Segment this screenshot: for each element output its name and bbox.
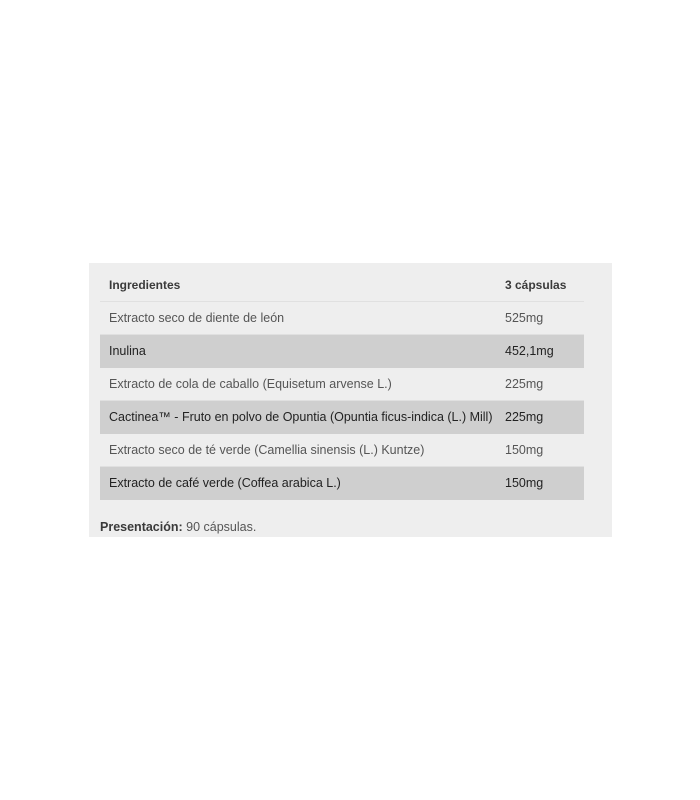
ingredients-panel: [89, 263, 612, 537]
ingredient-name: Cactinea™ - Fruto en polvo de Opuntia (Opuntia ficus-indica (L.) Mill): [109, 410, 493, 424]
table-row: [100, 335, 584, 368]
presentation-line: [100, 520, 256, 534]
ingredient-amount: 150mg: [505, 443, 544, 457]
table-row: [100, 434, 584, 467]
table-row: [100, 401, 584, 434]
table-row: [100, 302, 584, 335]
ingredients-table: [100, 269, 584, 500]
header-ingredients: Ingredientes: [109, 278, 181, 292]
ingredient-name: Extracto de cola de caballo (Equisetum arvense L.): [109, 377, 392, 391]
ingredient-amount: 225mg: [505, 377, 544, 391]
ingredient-amount: 225mg: [505, 410, 544, 424]
ingredient-name: Extracto seco de diente de león: [109, 311, 285, 325]
ingredient-amount: 525mg: [505, 311, 544, 325]
table-header-row: [100, 269, 584, 302]
table-row: [100, 467, 584, 500]
ingredient-name: Extracto de café verde (Coffea arabica L.): [109, 476, 341, 490]
presentation-value: 90 cápsulas.: [182, 520, 257, 534]
presentation-label: Presentación:: [100, 520, 183, 534]
ingredient-amount: 150mg: [505, 476, 544, 490]
ingredient-name: Extracto seco de té verde (Camellia sinensis (L.) Kuntze): [109, 443, 425, 457]
ingredient-amount: 452,1mg: [505, 344, 554, 358]
ingredient-name: Inulina: [109, 344, 146, 358]
table-row: [100, 368, 584, 401]
header-capsules: 3 cápsulas: [505, 278, 567, 292]
